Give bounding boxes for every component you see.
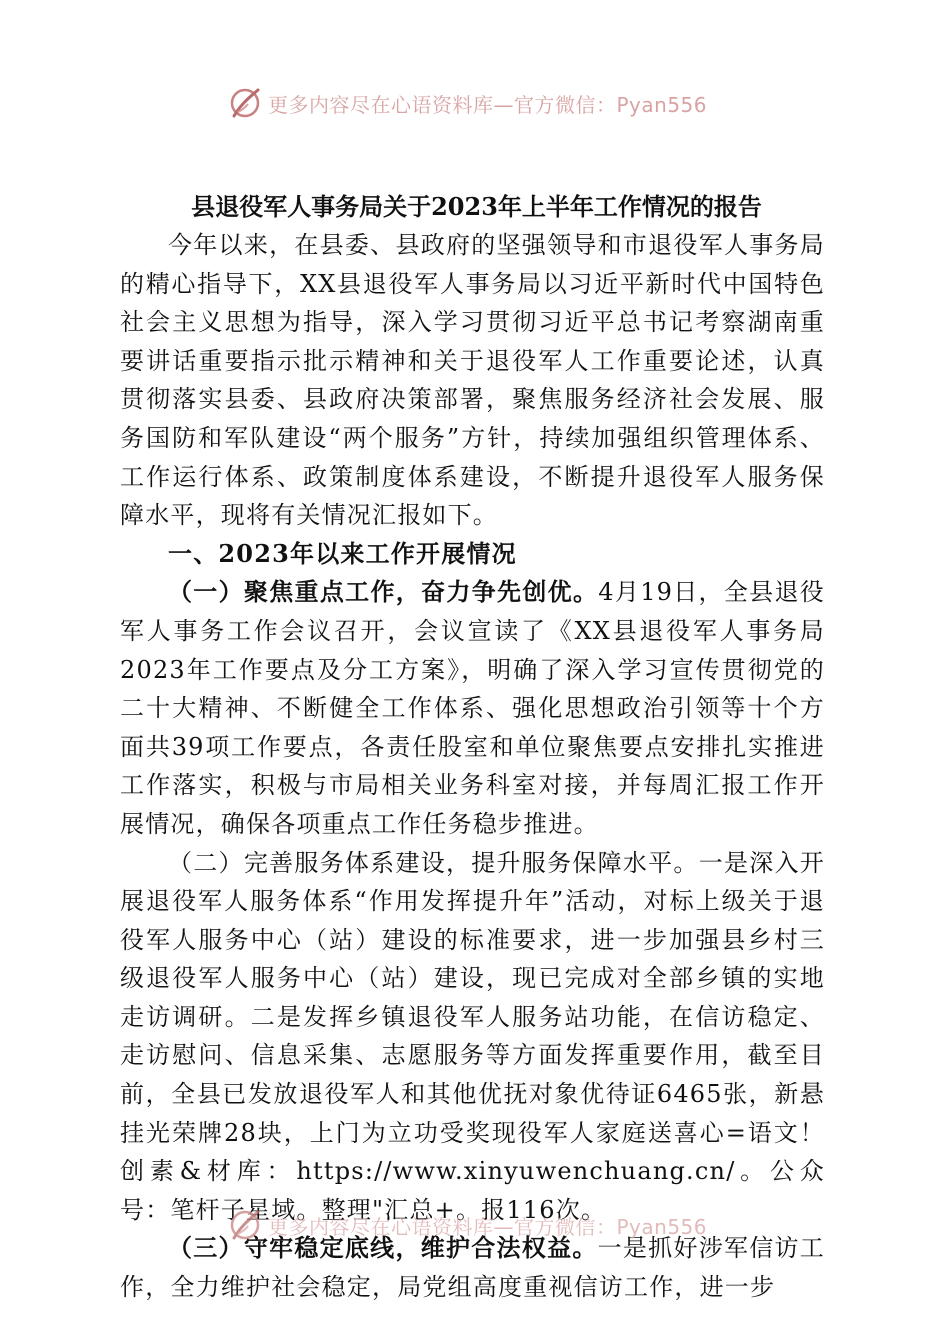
watermark-text: 更多内容尽在心语资料库—官方微信：Pyan556: [268, 92, 708, 117]
item-1-lead: （一）聚焦重点工作，奋力争先创优。: [168, 577, 599, 607]
brush-seal-logo-icon: [228, 1208, 262, 1242]
intro-paragraph: 今年以来，在县委、县政府的坚强领导和市退役军人事务局的精心指导下，XX县退役军人事务局以习近平新时代中国特色社会主义思想为指导，深入学习贯彻习近平总书记考察湖南重要讲话重要指示批示精神和关于退役军人工作重要论述，认真贯彻落实县委、县政府决策部署，聚焦服务经济社会发展、服务国防和军队建设“两个服务”方针，持续加强组织管理体系、工作运行体系、政策制度体系建设，不断提升退役军人服务保障水平，现将有关情况汇报如下。: [120, 231, 825, 530]
document-body: [120, 188, 825, 1307]
header-watermark: [228, 86, 728, 120]
brush-seal-logo-icon: [228, 86, 262, 120]
section-heading-1: 一、2023年以来工作开展情况: [168, 538, 517, 568]
item-2-paragraph: （二）完善服务体系建设，提升服务保障水平。一是深入开展退役军人服务体系“作用发挥提升年”活动，对标上级关于退役军人服务中心（站）建设的标准要求，进一步加强县乡村三级退役军人服务中心（站）建设，现已完成对全部乡镇的实地走访调研。二是发挥乡镇退役军人服务站功能，在信访稳定、走访慰问、信息采集、志愿服务等方面发挥重要作用，截至目前，全县已发放退役军人和其他优抚对象优待证6465张，新悬挂光荣牌28块，上门为立功受奖现役军人家庭送喜心=语文！创素&材库：https://www.xinyuwenchuang.cn/。公众号：笔杆子星域。整理"汇总+。报116次。: [120, 848, 825, 1224]
document-title: 县退役军人事务局关于2023年上半年工作情况的报告: [191, 192, 762, 221]
footer-watermark: [228, 1208, 728, 1242]
item-3-lead: （三）守牢稳定底线，维护合法权益。: [168, 1233, 598, 1263]
item-1-paragraph: [120, 573, 825, 843]
item-1-body: 4月19日，全县退役军人事务工作会议召开，会议宣读了《XX县退役军人事务局2023年工作要点及分工方案》，明确了深入学习宣传贯彻党的二十大精神、不断健全工作体系、强化思想政治引领等十个方面共39项工作要点，各责任股室和单位聚焦要点安排扎实推进工作落实，积极与市局相关业务科室对接，并每周汇报工作开展情况，确保各项重点工作任务稳步推进。: [120, 578, 825, 838]
watermark-text: 更多内容尽在心语资料库—官方微信：Pyan556: [268, 1214, 708, 1239]
item-3-body: 一是抓好涉军信访工作，全力维护社会稳定，局党组高度重视信访工作，进一步: [120, 1234, 825, 1302]
